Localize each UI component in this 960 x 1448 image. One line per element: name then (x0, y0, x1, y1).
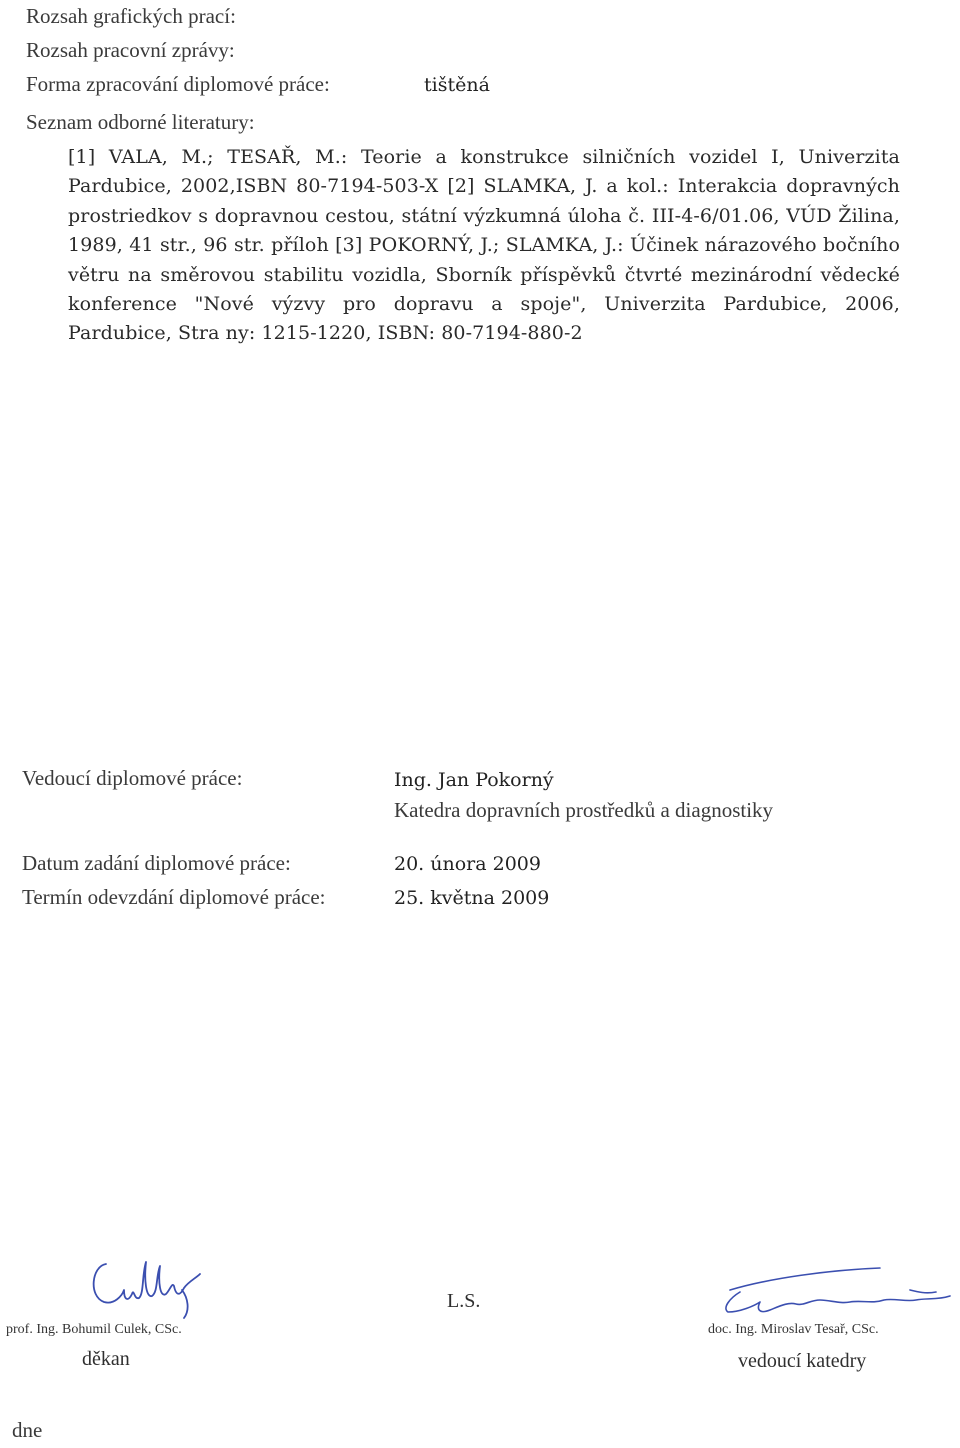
deadline-date-value: 25. května 2009 (394, 887, 550, 909)
department-head-role: vedoucí katedry (738, 1350, 867, 1372)
supervisor-label: Vedoucí diplomové práce: (22, 766, 243, 790)
date-field-label: dne (12, 1418, 43, 1442)
dean-name: prof. Ing. Bohumil Culek, CSc. (6, 1322, 182, 1337)
deadline-date-label: Termín odevzdání diplomové práce: (22, 885, 326, 909)
seal-mark: L.S. (447, 1290, 481, 1312)
literature-label: Seznam odborné literatury: (26, 110, 255, 134)
thesis-form-value: tištěná (424, 74, 490, 96)
dean-role: děkan (82, 1348, 130, 1370)
department-head-name: doc. Ing. Miroslav Tesař, CSc. (708, 1322, 879, 1337)
assigned-date-value: 20. února 2009 (394, 853, 541, 875)
literature-list: [1] VALA, M.; TESAŘ, M.: Teorie a konstrukce silničních vozidel I, Univerzita Pardubice, 2002,ISBN 80-7194-503-X [2] SLAMKA, J. a kol.: Interakcia dopravných prostriedkov s dopravnou cestou, státní výzkumná úloha č. III-4-6/01.06, VÚD Žilina, 1989, 41 str., 96 str. příloh [3] POKORNÝ, J.; SLAMKA, J.: Účinek nárazového bočního větru na směrovou stabilitu vozidla, Sborník příspěvků čtvrté mezinárodní vědecké konference "Nové výzvy pro dopravu a spoje", Univerzita Pardubice, 2006, Pardubice, Stra ny: 1215-1220, ISBN: 80-7194-880-2 (68, 146, 900, 345)
report-scope-label: Rozsah pracovní zprávy: (26, 38, 235, 62)
dean-signature (84, 1252, 224, 1322)
head-signature (700, 1262, 960, 1322)
supervisor-department: Katedra dopravních prostředků a diagnostiky (394, 798, 774, 822)
assigned-date-label: Datum zadání diplomové práce: (22, 851, 291, 875)
thesis-form-label: Forma zpracování diplomové práce: (26, 72, 330, 96)
graphics-scope-label: Rozsah grafických prací: (26, 4, 236, 28)
supervisor-name: Ing. Jan Pokorný (394, 769, 554, 791)
